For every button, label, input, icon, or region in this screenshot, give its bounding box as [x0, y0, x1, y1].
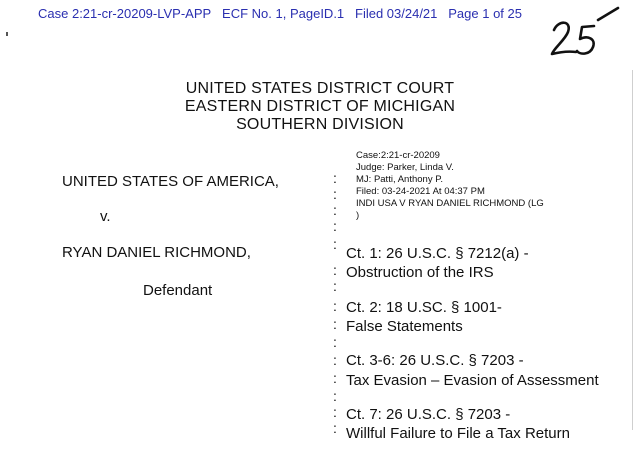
stamp-filed: Filed: 03-24-2021 At 04:37 PM [356, 186, 485, 197]
stamp-close: ) [356, 210, 360, 221]
stamp-title: INDI USA V RYAN DANIEL RICHMOND (LG [356, 198, 544, 209]
ecf-header [0, 6, 560, 21]
court-name: UNITED STATES DISTRICT COURT [185, 80, 455, 97]
versus-label: v. [100, 208, 111, 225]
plaintiff-name: UNITED STATES OF AMERICA, [62, 173, 279, 190]
scan-margin-line [632, 70, 633, 430]
handwritten-note-text: 25 [546, 4, 548, 5]
defendant-role: Defendant [143, 282, 213, 299]
stamp-judge: Judge: Parker, Linda V. [356, 162, 454, 173]
count-1-offense: Obstruction of the IRS [346, 264, 494, 281]
count-3-statute: Ct. 3-6: 26 U.S.C. § 7203 - [346, 352, 524, 369]
court-district: EASTERN DISTRICT OF MICHIGAN [184, 98, 456, 115]
scan-speck [6, 32, 8, 36]
header-pageid: PageID.1 [289, 6, 345, 21]
header-ecf: ECF No. 1, [222, 6, 287, 21]
header-page: Page 1 of 25 [448, 6, 522, 21]
handwritten-page-count [546, 4, 626, 60]
count-2-statute: Ct. 2: 18 U.SC. § 1001- [346, 299, 502, 316]
defendant-name: RYAN DANIEL RICHMOND, [62, 244, 251, 261]
count-1-statute: Ct. 1: 26 U.S.C. § 7212(a) - [346, 245, 529, 262]
header-filed: Filed 03/24/21 [355, 6, 438, 21]
count-3-offense: Tax Evasion – Evasion of Assessment [346, 372, 599, 389]
count-4-statute: Ct. 7: 26 U.S.C. § 7203 - [346, 406, 511, 423]
count-2-offense: False Statements [346, 318, 463, 335]
court-division: SOUTHERN DIVISION [236, 116, 404, 133]
header-case: Case 2:21-cr-20209-LVP-APP [38, 6, 212, 21]
count-4-offense: Willful Failure to File a Tax Return [346, 425, 570, 442]
stamp-mj: MJ: Patti, Anthony P. [356, 174, 443, 185]
stamp-case: Case:2:21-cr-20209 [356, 150, 440, 161]
